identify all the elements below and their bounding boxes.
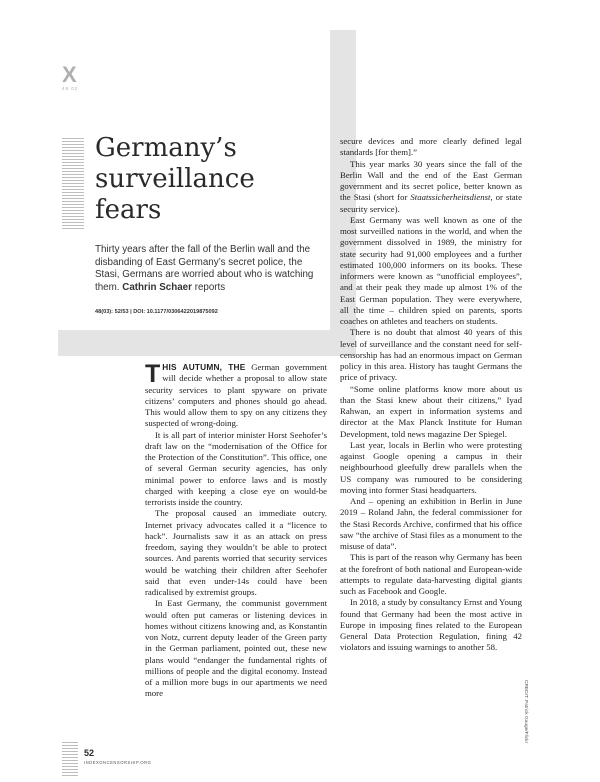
section-mark: X: [62, 62, 77, 87]
citation: 48(03): 52/53 | DOI: 10.1177/0306422019875092: [95, 309, 218, 315]
title-line-2: surveillance: [95, 164, 255, 194]
body-paragraph: East Germany was well known as one of the most surveilled nations in the world, and when the government dissolved in 1989, the ministry for state security had 91,000 employees and a further estimated 100,000 informers on its books. These informers were known as “unofficial employees”, and at their peak they made up almost 1% of the East German population. They were everywhere, all the time – children spied on parents, sports coaches on athletes and teachers on students.: [340, 214, 522, 326]
body-paragraph: It is all part of interior minister Horst Seehofer’s draft law on the “modernisation of the Office for the Protection of the Constitution”. This office, one of several German security agencies, has only minimal power to enforce laws and is mostly charged with keeping a close eye on would-be terrorists inside the country.: [145, 429, 327, 507]
body-column-right: [340, 136, 522, 654]
lead-in-caps: HIS AUTUMN, THE: [162, 362, 246, 372]
photo-credit: CREDIT: Patrick Gauge/Flickr: [523, 680, 528, 744]
footer-stripes: [62, 742, 78, 778]
body-paragraph: “Some online platforms know more about us than the Stasi knew about their citizens,” Iyad Rahwan, an expert in information systems and director at the Max Planck Institute for Human Development, told news magazine Der Spiegel.: [340, 383, 522, 439]
title-stripes: [62, 138, 84, 230]
body-column-left: [145, 362, 327, 700]
lead-paragraph-text: German government will decide whether a proposal to allow state security services to plant spyware on private citizens’ computers and phones should go ahead. This would allow them to spy on any citizens they suspected of wrong-doing.: [145, 362, 327, 429]
body-paragraph: Last year, locals in Berlin who were protesting against Google opening a campus in their neighbourhood gleefully drew parallels when the US company was rumoured to be considering moving into former Stasi headquarters.: [340, 439, 522, 495]
page-number: 52: [84, 748, 95, 758]
body-paragraph: There is no doubt that almost 40 years of this level of surveillance and the constant need for self-censorship has had an enormous impact on German policy in this area. History has taught Germans the price of privacy.: [340, 327, 522, 383]
body-paragraph: secure devices and more clearly defined legal standards [for them].”: [340, 136, 522, 158]
decorative-frame-horizontal: [58, 330, 356, 356]
drop-cap: T: [145, 360, 161, 388]
title-line-3: fears: [95, 195, 162, 225]
author-suffix: reports: [194, 281, 226, 293]
publication-name: INDEXONCENSORSHIP.ORG: [84, 760, 152, 765]
body-paragraph: And – opening an exhibition in Berlin in June 2019 – Roland Jahn, the federal commissioner for the Stasi Records Archive, confirmed that his office saw “the archive of Stasi files as a monument to the misuse of data”.: [340, 496, 522, 551]
body-paragraph: This is part of the reason why Germany has been at the forefront of both national and European-wide attempts to regulate data-harvesting digital giants such as Facebook and Google.: [340, 552, 522, 596]
italic-term: Staatssicherheitsdienst: [410, 192, 491, 203]
paragraph-text: , or state security service).: [340, 192, 523, 214]
title-line-1: Germany’s: [95, 133, 237, 163]
standfirst: [95, 244, 327, 294]
article-title: [95, 133, 325, 226]
section-sub: 49 02: [62, 86, 79, 91]
author-name: Cathrin Schaer: [122, 281, 192, 293]
body-paragraph: In East Germany, the communist government would often put cameras or listening devices in homes without citizens knowing and, as Konstantin von Notz, current deputy leader of the Green party in the German parliament, pointed out, these new plans would “endanger the fundamental rights of millions of people and the digital economy. Instead of a million more bugs in our apartments we need more: [145, 598, 327, 699]
body-paragraph: [145, 362, 327, 430]
standfirst-text: Thirty years after the fall of the Berlin wall and the disbanding of East Germany’s secret police, the Stasi, Germans are worried about who is watching them.: [95, 244, 314, 293]
body-paragraph: In 2018, a study by consultancy Ernst and Young found that Germany had been the most active in Europe in imposing fines related to the European General Data Protection Regulation, fining 42 violators and issuing warnings to another 58.: [340, 597, 522, 653]
body-paragraph: [340, 159, 522, 215]
paragraph-text: This year marks 30 years since the fall of the Berlin Wall and the end of the East German government and its secret police, better known as the Stasi (short for: [340, 158, 522, 203]
body-paragraph: The proposal caused an immediate outcry. Internet privacy advocates called it a “licence to hack”. Journalists saw it as an attack on press freedom, saying they wouldn’t be able to protect sources. And parents worried that security services would be watching their children after Seehofer said that even under-14s could have been radicalised by extremist groups.: [145, 508, 327, 597]
